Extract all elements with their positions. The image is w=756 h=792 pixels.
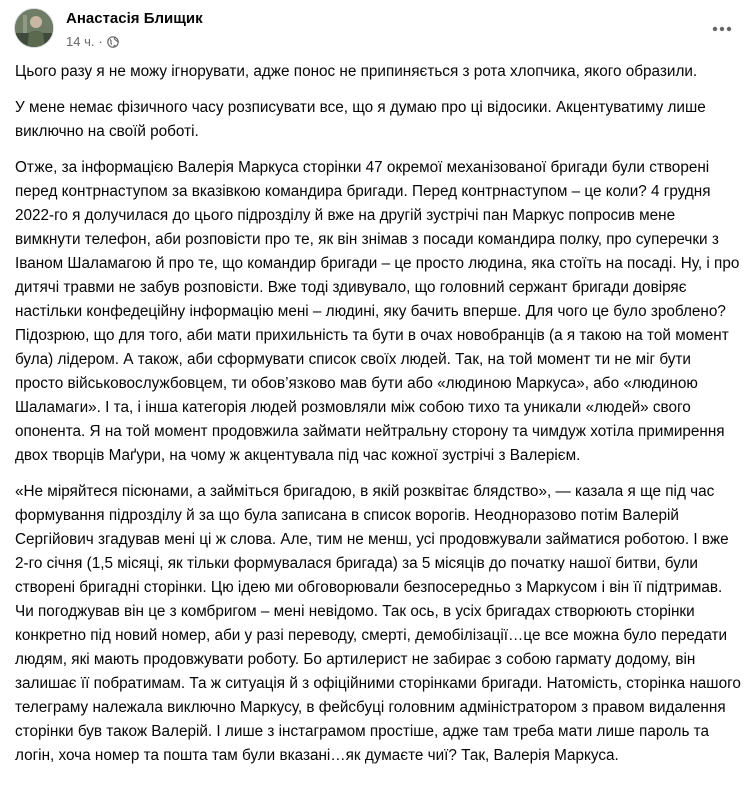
post-header bbox=[14, 6, 742, 58]
post-timestamp[interactable]: 14 ч. bbox=[66, 34, 95, 49]
post-paragraph: Цього разу я не можу ігнорувати, адже понос не припиняється з рота хлопчика, якого образили. bbox=[15, 63, 698, 80]
globe-icon bbox=[107, 36, 119, 48]
more-options-button[interactable] bbox=[704, 10, 740, 46]
post-paragraph: У мене немає фізичного часу розписувати все, що я думаю про ці відосики. Акцентуватиму лише виключно на своїй роботі. bbox=[15, 99, 706, 140]
meta-separator: · bbox=[98, 34, 103, 49]
post-paragraph: «Не міряйтеся пісюнами, а займіться бригадою, в якій розквітає блядство», — казала я ще під час формування підрозділу й за що була записана в список ворогів. Неодноразово потім Валерій Сергійович згадував мені ці ж слова. Але, тим не менш, усі продовжували займатися роботою. І вже 2-го січня (1,5 місяці, як тільки формувалася бригада) за 5 місяців до початку нашої битви, були створені бригадні сторінки. Цю ідею ми обговорювали безпосередньо з Маркусом і він її підтримав. Чи погоджував він це з комбригом – мені невідомо. Так ось, в усіх бригадах створюють сторінки конкретно під новий номер, аби у разі переводу, смерті, демобілізації…це все можна було передати людям, які мають продовжувати роботу. Бо артилерист не забирає з собою гармату додому, він залишає її побратимам. Та ж ситуація й з офіційними сторінками бригади. Натомість, сторінка нашого телеграму належала виключно Маркусу, в фейсбуці головним адміністратором з правом видалення сторінки був також Валерій. І лише з інстаграмом простіше, адже там треба мати лише пароль та логін, хоча номер та пошта там були вказані…як думаєте чиї? Так, Валерія Маркуса. bbox=[15, 483, 741, 764]
avatar-photo bbox=[15, 9, 54, 48]
more-horizontal-icon bbox=[712, 19, 732, 37]
post-meta bbox=[66, 34, 119, 49]
post-paragraph: Отже, за інформацією Валерія Маркуса сторінки 47 окремої механізованої бригади були створені перед контрнаступом за вказівкою командира бригади. Перед контрнаступом – це коли? 4 грудня 2022-го я долучилася до цього підрозділу й вже на другій зустрічі пан Маркус попросив мене вимкнути телефон, аби розповісти про те, як він знімав з посади командира полку, про суперечки з Іваном Шаламагою й про те, що командир бригади – це просто людина, яка стоїть на посаді. Ну, і про дитячі травми не забув розповісти. Вже тоді здивувало, що головний сержант бригади довіряє настільки конфедеційну інформацію мені – людині, яку бачить вперше. Для чого це було зроблено? Підозрюю, що для того, аби мати прихильність та бути в очах новобранців (а я такою на той момент була) лідером. А також, аби сформувати список своїх людей. Так, на той момент ти не міг бути просто військовослужбовцем, ти обов’язково мав бути або «людиною Маркуса», або «людиною Шаламаги». І та, і інша категорія людей розмовляли між собою тихо та уникали «людей» свого опонента. Я на той момент продовжила займати нейтральну сторону та чимдуж хотіла примирення двох творців Маґури, на чому ж акцентувала під час кожної зустрічі з Валерієм. bbox=[15, 159, 740, 464]
post-text bbox=[15, 56, 743, 780]
avatar[interactable] bbox=[14, 8, 54, 48]
author-name[interactable]: Анастасія Блищик bbox=[66, 10, 203, 27]
